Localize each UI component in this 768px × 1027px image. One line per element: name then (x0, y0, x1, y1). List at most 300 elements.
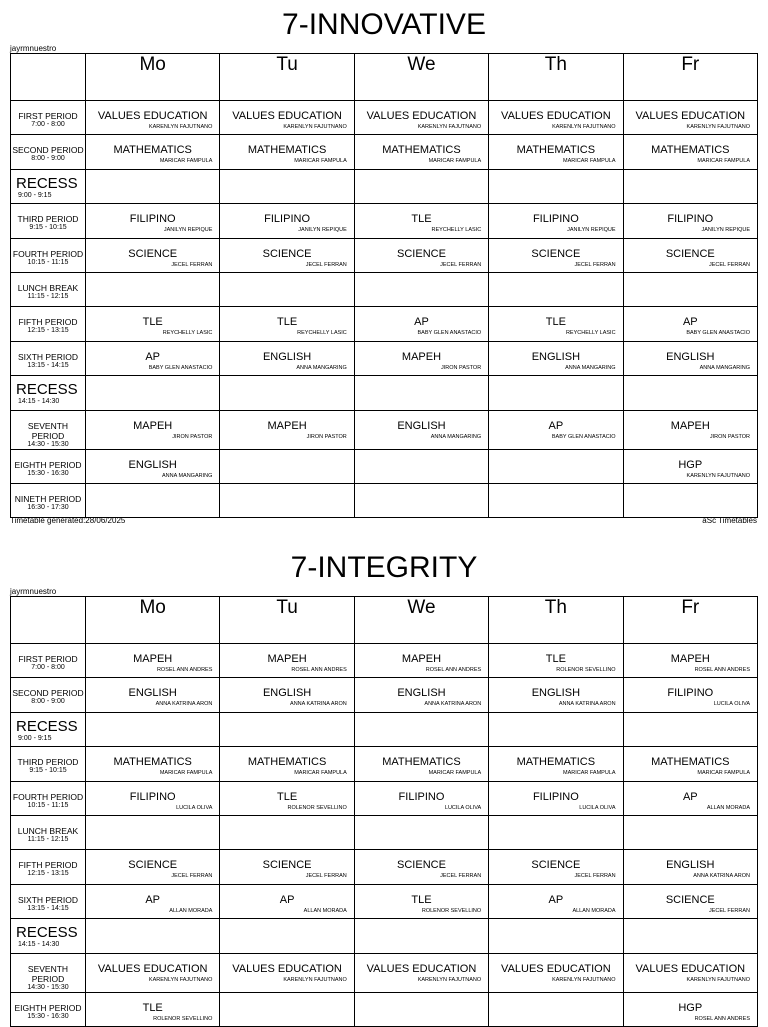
lesson-cell (220, 884, 354, 918)
teacher-name: JECEL FERRAN (305, 261, 347, 268)
period-label (11, 410, 86, 449)
period-name: SIXTH PERIOD (18, 351, 78, 362)
teacher-name: ALLAN MORADA (572, 907, 616, 914)
lesson-cell (489, 747, 623, 781)
period-time: 9:15 - 10:15 (29, 767, 67, 775)
period-name: FOURTH PERIOD (12, 248, 84, 259)
lesson-cell (86, 449, 220, 483)
lesson-cell (86, 101, 220, 135)
subject-name: AP (145, 893, 161, 906)
period-label (11, 449, 86, 483)
subject-name: MAPEH (133, 419, 173, 432)
period-time: 14:30 - 15:30 (27, 983, 69, 991)
teacher-name: MARICAR FAMPULA (428, 770, 482, 777)
period-time: 14:30 - 15:30 (27, 440, 69, 448)
teacher-name: JIRON PASTOR (709, 433, 750, 440)
period-row (11, 307, 758, 341)
subject-name: FILIPINO (129, 213, 176, 226)
subject-name: MATHEMATICS (247, 144, 327, 157)
subject-name: MAPEH (267, 653, 307, 665)
subject-name: FILIPINO (398, 790, 445, 803)
period-name: EIGHTH PERIOD (14, 1002, 82, 1013)
teacher-name: JECEL FERRAN (171, 873, 213, 880)
lesson-cell (489, 135, 623, 169)
subject-name: ENGLISH (531, 687, 581, 700)
teacher-name: REYCHELLY LASIC (297, 330, 347, 337)
lesson-cell (489, 992, 623, 1026)
period-row (11, 169, 758, 203)
lesson-cell (623, 884, 757, 918)
period-label (11, 483, 86, 517)
teacher-name: MARICAR FAMPULA (428, 158, 482, 165)
subject-name: TLE (276, 316, 298, 329)
period-row (11, 101, 758, 135)
teacher-name: ALLAN MORADA (303, 907, 347, 914)
lesson-cell (86, 992, 220, 1026)
teacher-name: JECEL FERRAN (440, 873, 482, 880)
teacher-name: ANNA KATRINA ARON (155, 701, 213, 708)
lesson-cell (220, 449, 354, 483)
teacher-name: KARENLYN FAJUTNANO (283, 976, 347, 983)
lesson-cell (489, 850, 623, 884)
teacher-name: LUCILA OLIVA (176, 804, 213, 811)
lesson-cell (220, 169, 354, 203)
period-row (11, 850, 758, 884)
subject-name: SCIENCE (665, 893, 715, 906)
period-time: 11:15 - 12:15 (27, 292, 69, 300)
lesson-cell (220, 238, 354, 272)
lesson-cell (86, 919, 220, 953)
lesson-cell (220, 781, 354, 815)
teacher-name: LUCILA OLIVA (579, 804, 616, 811)
day-header: We (354, 54, 488, 101)
lesson-cell (489, 712, 623, 746)
lesson-cell (489, 483, 623, 517)
lesson-cell (220, 678, 354, 712)
lesson-cell (623, 953, 757, 992)
lesson-cell (623, 712, 757, 746)
period-label (11, 644, 86, 678)
lesson-cell (220, 483, 354, 517)
lesson-cell (623, 815, 757, 849)
day-header: We (354, 597, 488, 644)
period-label (11, 747, 86, 781)
teacher-name: REYCHELLY LASIC (431, 227, 482, 234)
subject-name: VALUES EDUCATION (366, 962, 477, 975)
period-time: 9:00 - 9:15 (18, 734, 52, 742)
subject-name: MATHEMATICS (113, 144, 192, 157)
day-header: Th (489, 597, 623, 644)
subject-name: TLE (276, 790, 298, 803)
lesson-cell (86, 483, 220, 517)
lesson-cell (489, 953, 623, 992)
period-time: 13:15 - 14:15 (27, 361, 69, 369)
period-name: RECESS (16, 381, 78, 399)
period-time: 12:15 - 13:15 (27, 327, 69, 335)
teacher-name: ALLAN MORADA (706, 804, 750, 811)
lesson-cell (354, 376, 488, 410)
lesson-cell (354, 204, 488, 238)
teacher-name: KARENLYN FAJUTNANO (552, 124, 616, 130)
lesson-cell (86, 884, 220, 918)
lesson-cell (86, 376, 220, 410)
subject-name: VALUES EDUCATION (501, 110, 611, 122)
teacher-name: MARICAR FAMPULA (159, 770, 213, 777)
subject-name: FILIPINO (667, 687, 714, 700)
lesson-cell (623, 747, 757, 781)
period-label (11, 169, 86, 203)
lesson-cell (354, 850, 488, 884)
lesson-cell (86, 238, 220, 272)
subject-name: HGP (678, 458, 703, 471)
lesson-cell (354, 953, 488, 992)
subject-name: TLE (142, 1001, 163, 1014)
teacher-name: ANNA MANGARING (699, 364, 750, 371)
lesson-cell (220, 919, 354, 953)
teacher-name: ANNA MANGARING (296, 364, 347, 371)
lesson-cell (623, 204, 757, 238)
teacher-name: ANNA MANGARING (161, 472, 213, 479)
lesson-cell (220, 644, 354, 678)
lesson-cell (86, 341, 220, 375)
teacher-name: MARICAR FAMPULA (697, 158, 750, 165)
lesson-cell (354, 135, 488, 169)
period-name: SECOND PERIOD (12, 145, 84, 156)
period-name: THIRD PERIOD (17, 757, 79, 768)
period-label (11, 101, 86, 135)
subject-name: ENGLISH (128, 458, 177, 471)
period-name: EIGHTH PERIOD (14, 459, 82, 470)
period-label (11, 884, 86, 918)
lesson-cell (86, 953, 220, 992)
lesson-cell (86, 135, 220, 169)
lesson-cell (623, 135, 757, 169)
lesson-cell (489, 884, 623, 918)
period-row (11, 884, 758, 918)
subject-name: MATHEMATICS (651, 756, 730, 769)
lesson-cell (86, 850, 220, 884)
teacher-name: JECEL FERRAN (574, 261, 616, 268)
subject-name: ENGLISH (262, 687, 312, 700)
subject-name: SCIENCE (531, 247, 581, 260)
subject-name: ENGLISH (397, 687, 446, 700)
period-name: FIFTH PERIOD (18, 317, 78, 328)
lesson-cell (489, 919, 623, 953)
teacher-name: ALLAN MORADA (169, 907, 213, 914)
subject-name: SCIENCE (397, 247, 446, 260)
lesson-cell (489, 307, 623, 341)
teacher-name: REYCHELLY LASIC (565, 330, 616, 337)
timetable-grid (10, 53, 758, 518)
subject-name: TLE (142, 316, 163, 329)
day-header: Fr (623, 597, 757, 644)
teacher-name: BABY GLEN ANASTACIO (148, 364, 213, 371)
period-name: SIXTH PERIOD (18, 894, 78, 905)
lesson-cell (354, 307, 488, 341)
period-label (11, 953, 86, 992)
lesson-cell (220, 953, 354, 992)
lesson-cell (86, 678, 220, 712)
lesson-cell (354, 781, 488, 815)
lesson-cell (489, 272, 623, 306)
lesson-cell (623, 850, 757, 884)
teacher-name: JECEL FERRAN (708, 261, 750, 268)
lesson-cell (489, 678, 623, 712)
teacher-name: KARENLYN FAJUTNANO (283, 124, 347, 130)
period-row (11, 204, 758, 238)
timetable-title: 7-INNOVATIVE (282, 8, 486, 41)
period-time: 9:15 - 10:15 (29, 224, 67, 232)
period-label (11, 204, 86, 238)
teacher-name: ANNA MANGARING (565, 364, 616, 371)
teacher-name: KARENLYN FAJUTNANO (148, 976, 213, 983)
subject-name: VALUES EDUCATION (232, 962, 342, 975)
lesson-cell (220, 410, 354, 449)
teacher-name: ROSEL ANN ANDRES (291, 667, 347, 673)
teacher-name: JECEL FERRAN (305, 873, 347, 880)
teacher-name: JIRON PASTOR (306, 433, 347, 440)
period-name: SEVENTH PERIOD (27, 963, 69, 984)
lesson-cell (86, 272, 220, 306)
period-label (11, 341, 86, 375)
subject-name: AP (279, 893, 295, 906)
period-row (11, 410, 758, 449)
lesson-cell (354, 101, 488, 135)
teacher-name: KARENLYN FAJUTNANO (148, 124, 213, 130)
subject-name: VALUES EDUCATION (635, 962, 746, 975)
period-row (11, 781, 758, 815)
period-row (11, 815, 758, 849)
period-row (11, 238, 758, 272)
lesson-cell (489, 341, 623, 375)
lesson-cell (220, 850, 354, 884)
lesson-cell (489, 449, 623, 483)
teacher-name: ROSEL ANN ANDRES (694, 1015, 750, 1022)
teacher-name: MARICAR FAMPULA (294, 158, 347, 165)
subject-name: AP (414, 316, 429, 329)
subject-name: SCIENCE (128, 247, 178, 260)
subject-name: FILIPINO (667, 213, 714, 226)
period-time: 11:15 - 12:15 (27, 835, 69, 843)
lesson-cell (623, 307, 757, 341)
lesson-cell (220, 341, 354, 375)
lesson-cell (354, 712, 488, 746)
subject-name: AP (682, 790, 698, 803)
period-row (11, 992, 758, 1026)
timetable-title: 7-INTEGRITY (290, 551, 478, 584)
period-time: 14:15 - 14:30 (18, 398, 60, 406)
subject-name: SCIENCE (397, 859, 446, 872)
lesson-cell (623, 169, 757, 203)
lesson-cell (220, 376, 354, 410)
teacher-name: BABY GLEN ANASTACIO (417, 330, 482, 337)
subject-name: FILIPINO (129, 790, 176, 803)
teacher-name: ANNA KATRINA ARON (558, 701, 616, 708)
teacher-name: JANILYN REPIQUE (298, 227, 347, 234)
period-label (11, 135, 86, 169)
lesson-cell (86, 781, 220, 815)
lesson-cell (220, 272, 354, 306)
period-time: 7:00 - 8:00 (31, 664, 65, 671)
teacher-name: KARENLYN FAJUTNANO (417, 976, 482, 983)
teacher-name: KARENLYN FAJUTNANO (417, 124, 482, 130)
period-name: FIFTH PERIOD (18, 860, 78, 871)
subject-name: VALUES EDUCATION (97, 962, 208, 975)
corner-cell (11, 54, 86, 101)
period-name: SEVENTH PERIOD (27, 420, 69, 441)
period-row (11, 678, 758, 712)
teacher-name: KARENLYN FAJUTNANO (686, 472, 750, 479)
period-name: LUNCH BREAK (17, 825, 79, 836)
subject-name: ENGLISH (666, 350, 715, 363)
author-label: jayrmnuestro (10, 44, 57, 53)
period-name: SECOND PERIOD (12, 688, 84, 699)
lesson-cell (354, 919, 488, 953)
teacher-name: KARENLYN FAJUTNANO (552, 976, 616, 983)
subject-name: MATHEMATICS (651, 144, 730, 157)
lesson-cell (489, 101, 623, 135)
lesson-cell (86, 712, 220, 746)
lesson-cell (489, 644, 623, 678)
period-name: FOURTH PERIOD (12, 791, 84, 802)
lesson-cell (220, 101, 354, 135)
period-name: RECESS (16, 717, 78, 735)
lesson-cell (354, 747, 488, 781)
teacher-name: REYCHELLY LASIC (162, 330, 213, 337)
period-label (11, 307, 86, 341)
lesson-cell (220, 815, 354, 849)
lesson-cell (220, 135, 354, 169)
teacher-name: ROSEL ANN ANDRES (156, 667, 213, 673)
subject-name: SCIENCE (531, 859, 581, 872)
lesson-cell (623, 644, 757, 678)
teacher-name: JANILYN REPIQUE (163, 227, 213, 234)
lesson-cell (354, 449, 488, 483)
lesson-cell (489, 376, 623, 410)
period-label (11, 992, 86, 1026)
period-name: RECESS (16, 174, 78, 192)
period-time: 8:00 - 9:00 (31, 698, 65, 706)
subject-name: FILIPINO (532, 790, 579, 803)
lesson-cell (86, 204, 220, 238)
teacher-name: JIRON PASTOR (172, 433, 213, 440)
subject-name: MATHEMATICS (382, 144, 461, 157)
subject-name: FILIPINO (264, 213, 310, 226)
subject-name: VALUES EDUCATION (97, 110, 208, 122)
subject-name: SCIENCE (665, 247, 715, 260)
period-row (11, 135, 758, 169)
period-label (11, 850, 86, 884)
subject-name: MATHEMATICS (382, 756, 461, 769)
lesson-cell (220, 307, 354, 341)
subject-name: SCIENCE (262, 859, 312, 872)
period-row (11, 747, 758, 781)
subject-name: FILIPINO (532, 213, 579, 226)
subject-name: AP (548, 419, 564, 432)
lesson-cell (354, 992, 488, 1026)
lesson-cell (86, 815, 220, 849)
teacher-name: ROLENOR SEVELLINO (421, 907, 482, 914)
period-label (11, 712, 86, 746)
lesson-cell (354, 884, 488, 918)
period-time: 15:30 - 16:30 (27, 469, 69, 477)
period-time: 7:00 - 8:00 (31, 121, 65, 128)
period-time: 10:15 - 11:15 (27, 801, 69, 809)
teacher-name: KARENLYN FAJUTNANO (686, 124, 750, 130)
lesson-cell (489, 238, 623, 272)
subject-name: ENGLISH (128, 687, 177, 700)
lesson-cell (489, 781, 623, 815)
period-label (11, 919, 86, 953)
subject-name: SCIENCE (262, 247, 312, 260)
subject-name: MATHEMATICS (516, 756, 596, 769)
teacher-name: JIRON PASTOR (441, 364, 482, 371)
subject-name: AP (548, 893, 564, 906)
period-row (11, 483, 758, 517)
lesson-cell (354, 410, 488, 449)
teacher-name: MARICAR FAMPULA (562, 770, 616, 777)
period-row (11, 712, 758, 746)
lesson-cell (354, 483, 488, 517)
lesson-cell (623, 992, 757, 1026)
software-credit-label: aSc Timetables (702, 516, 757, 525)
lesson-cell (86, 410, 220, 449)
period-time: 8:00 - 9:00 (31, 155, 65, 163)
subject-name: MAPEH (133, 653, 173, 665)
period-row (11, 272, 758, 306)
lesson-cell (220, 204, 354, 238)
author-label: jayrmnuestro (10, 587, 57, 596)
period-row (11, 449, 758, 483)
period-label (11, 238, 86, 272)
lesson-cell (489, 815, 623, 849)
subject-name: AP (682, 316, 698, 329)
subject-name: VALUES EDUCATION (232, 110, 342, 122)
lesson-cell (86, 747, 220, 781)
lesson-cell (623, 101, 757, 135)
subject-name: SCIENCE (128, 859, 178, 872)
subject-name: TLE (411, 213, 432, 226)
period-label (11, 376, 86, 410)
teacher-name: JECEL FERRAN (171, 261, 213, 268)
subject-name: AP (145, 350, 161, 363)
period-name: FIRST PERIOD (18, 654, 78, 664)
period-time: 15:30 - 16:30 (27, 1012, 69, 1020)
period-row (11, 644, 758, 678)
period-label (11, 678, 86, 712)
day-header: Fr (623, 54, 757, 101)
teacher-name: JANILYN REPIQUE (701, 227, 750, 234)
period-row (11, 376, 758, 410)
subject-name: HGP (678, 1001, 703, 1014)
lesson-cell (354, 678, 488, 712)
teacher-name: BABY GLEN ANASTACIO (551, 433, 616, 440)
day-header: Tu (220, 54, 354, 101)
subject-name: ENGLISH (666, 859, 715, 872)
teacher-name: ANNA MANGARING (430, 433, 482, 440)
subject-name: MAPEH (401, 350, 442, 363)
teacher-name: JECEL FERRAN (708, 907, 750, 914)
period-time: 16:30 - 17:30 (27, 503, 69, 511)
lesson-cell (220, 992, 354, 1026)
period-label (11, 815, 86, 849)
teacher-name: JECEL FERRAN (440, 261, 482, 268)
teacher-name: MARICAR FAMPULA (294, 770, 347, 777)
corner-cell (11, 597, 86, 644)
lesson-cell (86, 644, 220, 678)
lesson-cell (623, 376, 757, 410)
lesson-cell (623, 449, 757, 483)
